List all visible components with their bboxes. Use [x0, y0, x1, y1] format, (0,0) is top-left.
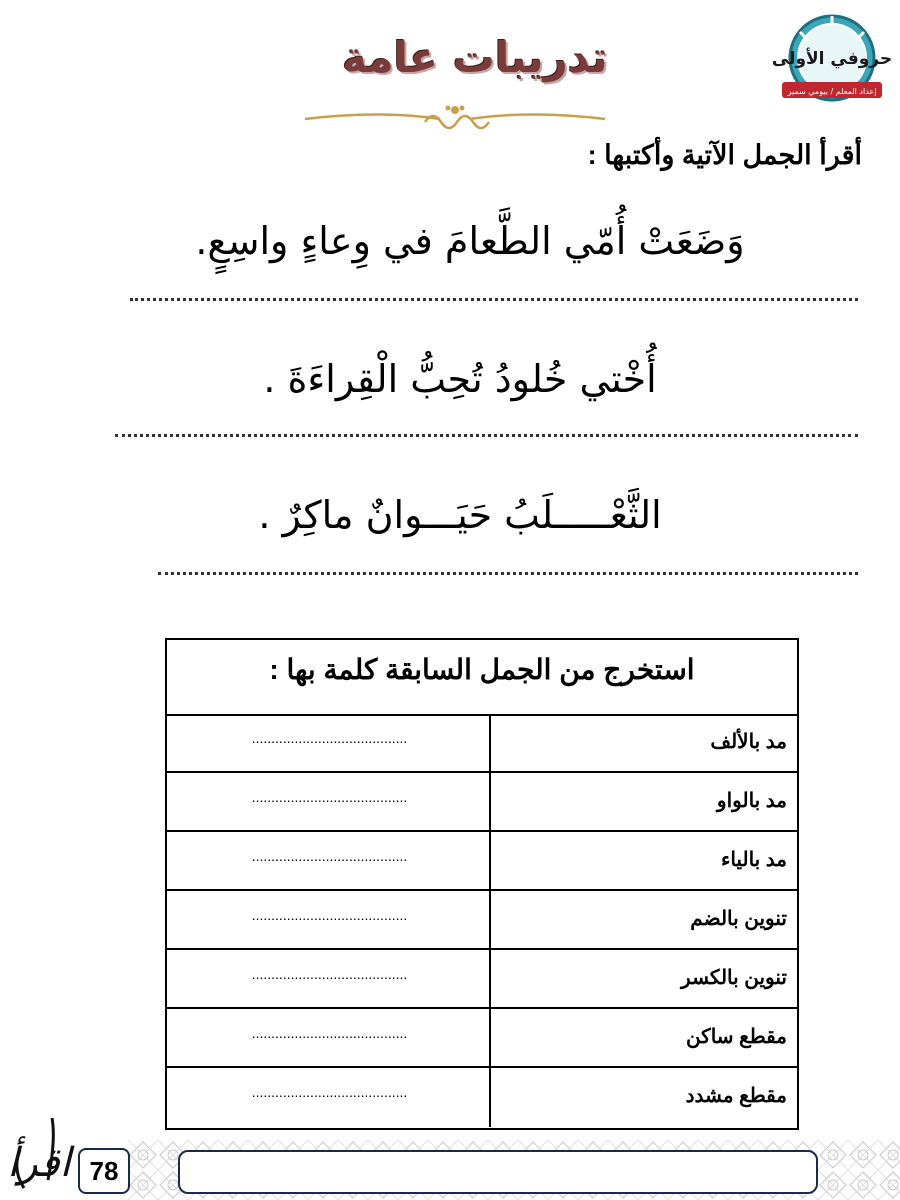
iqra-calligraphy	[2, 1110, 76, 1198]
sentence-3: الثَّعْـــــلَبُ حَيَـــوانٌ ماكِرٌ .	[258, 493, 662, 537]
row-label-sakin: مقطع ساكن	[685, 1026, 787, 1048]
row-label-tanween-damm: تنوين بالضم	[690, 908, 787, 930]
sentence-1: وَضَعَتْ أُمّي الطَّعامَ في وِعاءٍ واسِعٍ.	[195, 219, 745, 263]
writing-line-2[interactable]	[115, 434, 858, 437]
table-row	[167, 832, 797, 891]
table-row	[167, 950, 797, 1009]
row-label-alif: مد بالألف	[710, 731, 787, 753]
instruction-text: أقرأ الجمل الآتية وأكتبها :	[587, 140, 862, 170]
extraction-table	[165, 638, 799, 1130]
writing-line-1[interactable]	[130, 298, 858, 301]
answer-field[interactable]: ........................................	[251, 730, 408, 746]
title-ornament	[300, 102, 610, 136]
answer-field[interactable]: ........................................	[251, 848, 408, 864]
sentence-2: أُخْتي خُلودُ تُحِبُّ الْقِراءَةَ .	[263, 357, 657, 401]
answer-field[interactable]: ........................................	[251, 789, 408, 805]
logo-badge	[771, 12, 893, 110]
logo-brand-text: حروفي الأولى	[771, 49, 893, 69]
table-row	[167, 1009, 797, 1068]
table-row	[167, 1068, 797, 1127]
row-label-mushaddad: مقطع مشدد	[685, 1085, 787, 1107]
row-label-waw: مد بالواو	[716, 790, 787, 812]
page-number: 78	[78, 1148, 130, 1194]
table-row	[167, 773, 797, 832]
table-row	[167, 891, 797, 950]
answer-field[interactable]: ........................................	[251, 966, 408, 982]
footer-frame	[178, 1150, 818, 1194]
answer-field[interactable]: ........................................	[251, 1084, 408, 1100]
page-title: تدريبات عامة	[342, 33, 608, 82]
answer-field[interactable]: ........................................	[251, 907, 408, 923]
table-row	[167, 714, 797, 773]
writing-line-3[interactable]	[158, 572, 858, 575]
row-label-ya: مد بالياء	[720, 849, 787, 871]
logo-ribbon-text: إعداد المعلم / بيومي سمير	[787, 87, 877, 96]
answer-field[interactable]: ........................................	[251, 1025, 408, 1041]
svg-text:اقرأ: اقرأ	[7, 1140, 71, 1186]
table-header: استخرج من الجمل السابقة كلمة بها :	[167, 640, 797, 716]
row-label-tanween-kasr: تنوين بالكسر	[681, 967, 787, 989]
